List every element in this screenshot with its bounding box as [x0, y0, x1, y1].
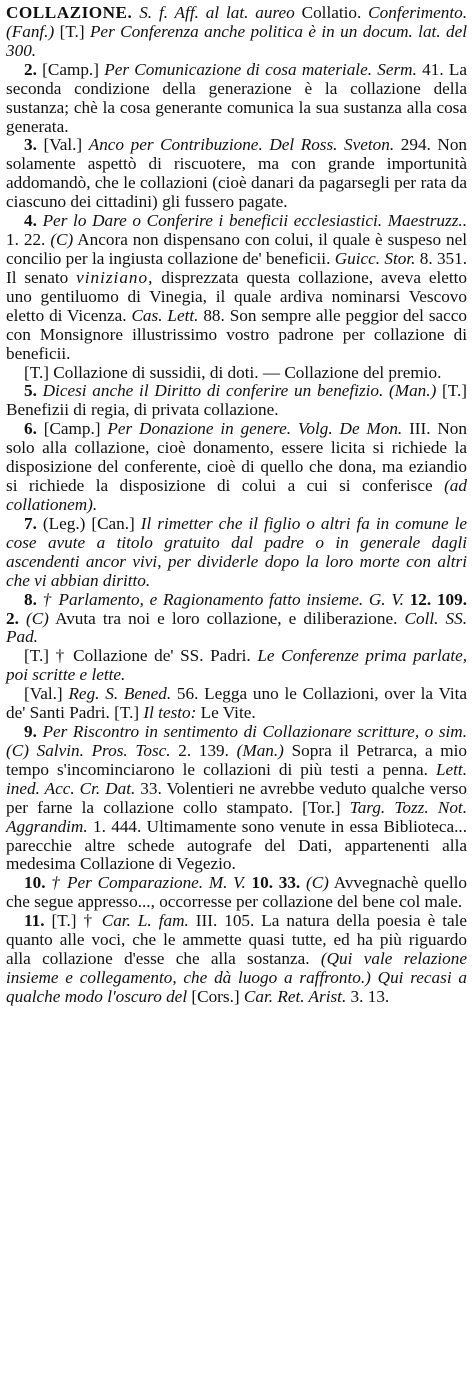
sense-number: 10.	[24, 873, 46, 893]
sense-number: 5.	[24, 381, 37, 401]
sense-number: 9.	[24, 722, 37, 742]
sense-4: 4. Per lo Dare o Conferire i beneficii ecclesiastici. Maestruzz.. 1. 22. (C) Ancora non dispensano con colui, il quale è suspeso nel concilio per la ingiusta collazione de' beneficii. Guicc. Stor. 8. 351. Il senato viniziano, disprezzata questa collazione, aveva eletto uno gentiluomo di Vinegia, il quale ardiva nominarsi Vescovo eletto di Vicenza. Cas. Lett. 88. Son sempre alle peggior del sacco con Monsignore illustrissimo vostro padrone per collazione di beneficii.	[6, 211, 468, 363]
sense-7: 7. (Leg.) [Can.] Il rimetter che il figlio o altri fa in comune le cose avute a titolo gratuito dal padre o in generale dagli ascendenti ancor vivi, per dividerle dopo la loro morte con altri che vi abbian diritto.	[6, 513, 468, 590]
headword: COLLAZIONE.	[6, 3, 133, 22]
sense-10: 10. † Per Comparazione. M. V. 10. 33. (C) Avvegnachè quello che segue appresso..., occorresse per collazione del bene col male.	[6, 873, 468, 912]
sense-number: 2.	[24, 59, 37, 79]
sense-3: 3. [Val.] Anco per Contribuzione. Del Ross. Sveton. 294. Non solamente aspettò di riscuotere, ma con grande importunità addomandò, che le collazioni (cioè danari da pagarsegli per rata da ciascuno dei cittadini) gli fussero pagate.	[6, 135, 468, 212]
sense-2: 2. [Camp.] Per Comunicazione di cosa materiale. Serm. 41. La seconda condizione della generazione è la collazione della sustanza; chè la cosa generante comunica la sua sustanza alla cosa generata.	[6, 59, 467, 136]
sense-number: 4.	[24, 211, 37, 231]
sense-5: 5. Dicesi anche il Diritto di conferire un benefizio. (Man.) [T.] Benefizii di regia, di privata collazione.	[6, 381, 468, 420]
sense-number: 7.	[24, 513, 37, 533]
sense-number: 8.	[24, 589, 37, 609]
sense-8: 8. † Parlamento, e Ragionamento fatto insieme. G. V. 12. 109. 2. (C) Avuta tra noi e loro collazione, e diliberazione. Coll. SS. Pad.	[6, 589, 468, 647]
dictionary-entry-collazione	[6, 4, 467, 1007]
sense-4-continued: [T.] Collazione di sussidii, di doti. — Collazione del premio.	[24, 362, 442, 382]
sense-number: 11.	[24, 911, 45, 931]
sense-number: 3.	[24, 135, 37, 155]
sense-6: 6. [Camp.] Per Donazione in genere. Volg. De Mon. III. Non solo alla collazione, cioè donamento, essere licita si richiede la disposizione del conferente, cioè di quello che dona, ma eziandio si richiede la disposizione di colui a cui si conferisce (ad collationem).	[6, 419, 467, 514]
sense-11: 11. [T.] † Car. L. fam. III. 105. La natura della poesia è tale quanto alle voci, che le ammette quasi tutte, ed ha più riguardo alla collazione d'esse che alla sostanza. (Qui vale relazione insieme e collegamento, che dà luogo a raffronto.) Qui recasi a qualche modo l'oscuro del [Cors.] Car. Ret. Arist. 3. 13.	[6, 911, 468, 1006]
sense-8-continued-2: [Val.] Reg. S. Bened. 56. Legga uno le Collazioni, over la Vita de' Santi Padri. [T.] Il testo: Le Vite.	[6, 684, 468, 723]
sense-1: COLLAZIONE. S. f. Aff. al lat. aureo Collatio. Conferimento. (Fanf.) [T.] Per Conferenza anche politica è in un docum. lat. del 300.	[6, 3, 467, 60]
sense-8-continued: [T.] † Collazione de' SS. Padri. Le Conferenze prima parlate, poi scritte e lette.	[6, 646, 468, 685]
sense-number: 6.	[24, 419, 37, 439]
sense-9: 9. Per Riscontro in sentimento di Collazionare scritture, o sim. (C) Salvin. Pros. Tosc. 2. 139. (Man.) Sopra il Petrarca, a mio tempo s'incominciarono le collazioni di più testi a penna. Lett. ined. Acc. Cr. Dat. 33. Volentieri ne avrebbe veduto qualche verso per farne la collazione collo stampato. [Tor.] Targ. Tozz. Not. Aggrandim. 1. 444. Ultimamente sono venute in essa Biblioteca... parecchie altre schede autografe del Dati, appartenenti alla medesima Collazione di Vegezio.	[6, 722, 468, 874]
